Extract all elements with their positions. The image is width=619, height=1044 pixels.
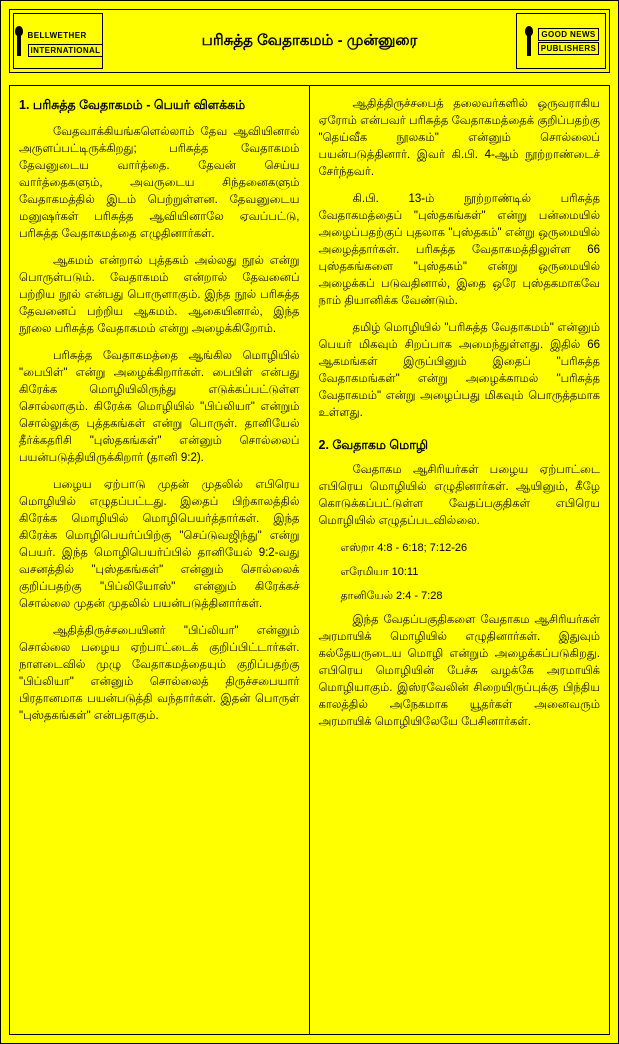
torch-icon	[13, 26, 25, 56]
publisher-logo-right	[513, 10, 609, 72]
good-news-logo-line1: GOOD NEWS	[538, 28, 600, 41]
paragraph: கி.பி. 13-ம் நூற்றாண்டில் பரிசுத்த வேதாகமத்தைப் "புஸ்தகங்கள்" என்று பன்மையில் அழைப்பதற்குப் புதலாக "புஸ்தகம்" என்று ஒருமையில் அழைத்தார்கள். பரிசுத்த வேதாகமத்திலுள்ள 66 புஸ்தகங்களை "புஸ்தகம்" என்று ஒருமையில் அழைக்கப் படுவதினால், இதை ஒரே புஸ்தகமாகவே நாம் தியானிக்க வேண்டும்.	[318, 193, 600, 307]
section-heading-2: 2. வேதாகம மொழி	[318, 438, 429, 452]
right-column	[310, 86, 610, 1034]
paragraph: வேதாகம ஆசிரியர்கள் பழைய ஏற்பாட்டை எபிரெய மொழியில் எழுதினார்கள். ஆயினும், கீழே கொடுக்கப்பட்டுள்ள வேதப்பகுதிகள் எபிரெய மொழியில் எழுதப்படவில்லை.	[318, 464, 600, 527]
publisher-logo-left	[10, 10, 106, 72]
page-header	[9, 9, 610, 73]
scripture-reference: எஸ்றா 4:8 - 6:18; 7:12-26	[340, 542, 468, 554]
paragraph: பரிசுத்த வேதாகமத்தை ஆங்கில மொழியில் "பைபிள்" என்று அழைக்கிறார்கள். பைபிள் என்பது கிரேக்க மொழியிலிருந்து எடுக்கப்பட்டுள்ள சொல்லாகும். கிரேக்க மொழியில் "பிப்லியா" என்றும் சொல்லுக்கு புத்தகங்கள் என்று பொருள். தானியேல் தீர்க்கதரிசி "புஸ்தகங்கள்" என்னும் சொல்லைப் பயன்படுத்தியிருக்கிறார் (தானி 9:2).	[19, 350, 300, 464]
page-title: பரிசுத்த வேதாகமம் - முன்னுரை	[201, 31, 418, 49]
left-column	[10, 86, 310, 1034]
section-heading-1: 1. பரிசுத்த வேதாகமம் - பெயர் விளக்கம்	[19, 98, 246, 112]
scripture-reference: தானியேல் 2:4 - 7:28	[340, 590, 443, 602]
torch-icon	[523, 26, 535, 56]
good-news-logo-line2: PUBLISHERS	[538, 42, 600, 55]
body-columns	[9, 85, 610, 1035]
bellwether-logo	[13, 13, 103, 69]
paragraph: இந்த வேதப்பகுதிகளை வேதாகம ஆசிரியர்கள் அரமாயிக் மொழியில் எழுதினார்கள். இதுவும் கல்தேயருடைய மொழி என்றும் அழைக்கப்படுகிறது. எபிரெய மொழியின் பேச்சு வழக்கே அரமாயிக் மொழியாகும். இஸ்ரவேலின் சிறையிருப்புக்கு பிந்திய காலத்தில் அநேகமாக யூதர்கள் அனைவரும் அரமாயிக் மொழியிலேயே பேசினார்கள்.	[318, 614, 600, 728]
paragraph: வேதவாக்கியங்களெல்லாம் தேவ ஆவியினால் அருளப்பட்டிருக்கிறது; பரிசுத்த வேதாகமம் தேவனுடைய வார்த்தை. தேவன் செய்ய வார்த்தைகளும், அவருடைய சிந்தனைகளும் வேதாகமத்தில் இடம் பெற்றுள்ளன. தேவனுடைய மனுஷர்கள் பரிசுத்த ஆவியினாலே ஏவப்பட்டு, பரிசுத்த வேதாகமத்தை எழுதினார்கள்.	[19, 126, 300, 240]
paragraph: பழைய ஏற்பாடு முதன் முதலில் எபிரெய மொழியில் எழுதப்பட்டது. இதைப் பிற்காலத்தில் கிரேக்க மொழியில் மொழிபெயர்த்தார்கள். இந்த கிரேக்க மொழிபெயர்ப்பிற்கு "செப்டுவஜிந்து" என்று பெயர். இந்த மொழிபெயர்ப்பில் தானியேல் 9:2-வது வசனத்தில் "புஸ்தகங்கள்" என்னும் சொல்லைக் குறிப்பதற்கு "பிப்லியோஸ்" என்னும் கிரேக்கச் சொல்லை முதன் முதலில் பயன்படுத்தினார்கள்.	[19, 479, 300, 610]
paragraph: ஆகமம் என்றால் புத்தகம் அல்லது நூல் என்று பொருள்படும். வேதாகமம் என்றால் தேவனைப் பற்றிய நூல் என்பது பொருளாகும். இந்த நூல் பரிசுத்த தேவனைப் பற்றிய ஆகமம். ஆகையினால், இந்த நூலை பரிசுத்த வேதாகமம் என்று அழைக்கிறோம்.	[19, 255, 300, 335]
bellwether-logo-line1: BELLWETHER	[27, 31, 87, 40]
bellwether-logo-line2: INTERNATIONAL	[28, 44, 104, 57]
paragraph: ஆதித்திருச்சபையினர் "பிப்லியா" என்னும் சொல்லை பழைய ஏற்பாட்டைக் குறிப்பிட்டார்கள். நாளடைவில் முழு வேதாகமத்தையும் குறிப்பதற்கு "பிப்லியா" என்னும் சொல்லைத் திருச்சபையார் பிரதானமாக பயன்படுத்தி வந்தார்கள். இதன் பொருள் "புஸ்தகங்கள்" என்பதாகும்.	[19, 625, 300, 722]
paragraph: தமிழ் மொழியில் "பரிசுத்த வேதாகமம்" என்னும் பெயர் மிகவும் சிறப்பாக அமைந்துள்ளது. இதில் 66 ஆகமங்கள் இருப்பினும் இதைப் "பரிசுத்த வேதாகமங்கள்" என்று அழைக்காமல் "பரிசுத்த வேதாகமம்" என்று அழைப்பது மிகவும் பொருத்தமாக உள்ளது.	[318, 322, 600, 419]
paragraph: ஆதித்திருச்சபைத் தலைவர்களில் ஒருவராகிய ஏரோம் என்பவர் பரிசுத்த வேதாகமத்தைக் குறிப்பதற்கு "தெய்வீக நூலகம்" என்னும் சொல்லைப் பயன்படுத்தினார். இவர் கி.பி. 4-ஆம் நூற்றாண்டைச் சேர்ந்தவர்.	[318, 98, 600, 178]
good-news-logo	[516, 13, 606, 69]
scripture-reference: எரேமியா 10:11	[340, 566, 419, 578]
